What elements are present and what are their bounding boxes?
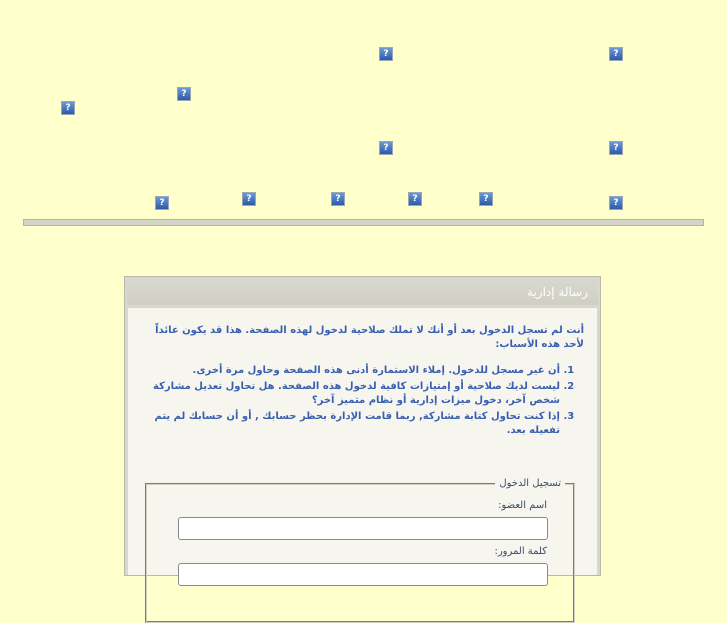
reason-item: 3. إذا كنت تحاول كتابة مشاركة, ربما قامت الإدارة بحظر حسابك , أو أن حسابك لم يتم تفعيله بعد.: [150, 410, 560, 439]
broken-image-icon: ?: [379, 47, 393, 61]
broken-image-icon: ?: [242, 192, 256, 206]
login-fieldset: [145, 478, 575, 623]
broken-image-icon: ?: [408, 192, 422, 206]
admin-message-panel: [124, 276, 601, 576]
broken-image-icon: ?: [155, 196, 169, 210]
broken-image-icon: ?: [609, 47, 623, 61]
password-input[interactable]: [178, 563, 548, 586]
password-label: كلمة المرور:: [494, 546, 547, 557]
broken-image-icon: ?: [61, 101, 75, 115]
reasons-list: [150, 364, 577, 440]
broken-image-icon: ?: [609, 141, 623, 155]
broken-image-icon: ?: [479, 192, 493, 206]
username-label: اسم العضو:: [498, 500, 547, 511]
panel-title: رسالة إدارية: [127, 279, 598, 305]
horizontal-divider: [23, 219, 704, 226]
broken-image-icon: ?: [379, 141, 393, 155]
login-legend: تسجيل الدخول: [495, 477, 565, 491]
reason-item: 1. أن غير مسجل للدخول. إملاء الاستمارة أدنى هذه الصفحة وحاول مرة أخرى.: [150, 364, 560, 379]
broken-image-icon: ?: [331, 192, 345, 206]
panel-body: [128, 308, 597, 575]
broken-image-icon: ?: [177, 87, 191, 101]
username-input[interactable]: [178, 517, 548, 540]
reason-item: 2. ليست لديك صلاحية أو إمتيازات كافية لدخول هذه الصفحة. هل تحاول تعديل مشاركة شخص آخر، دخول ميزات إدارية أو نظام متميز آخر؟: [150, 380, 560, 409]
broken-image-icon: ?: [609, 196, 623, 210]
intro-text: أنت لم تسجل الدخول بعد أو أنك لا تملك صلاحية لدخول لهذه الصفحة. هذا قد يكون عائداً لأحد هذه الأسباب:: [155, 325, 584, 350]
